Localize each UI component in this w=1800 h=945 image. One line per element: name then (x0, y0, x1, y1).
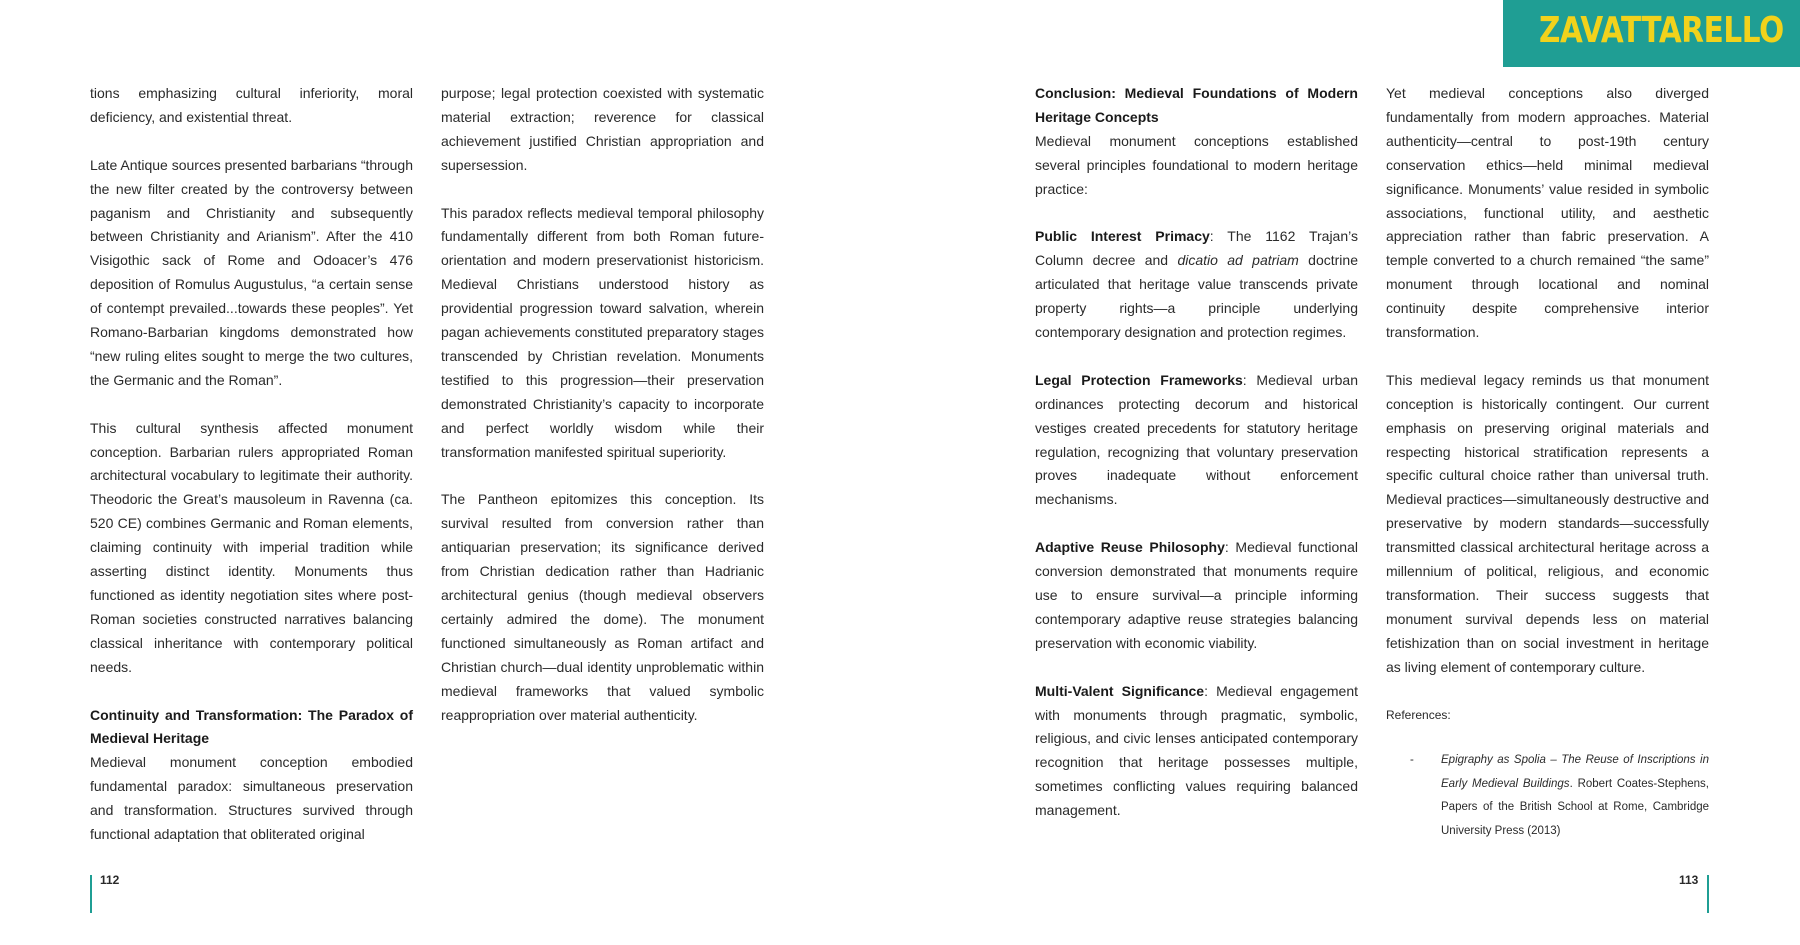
paragraph: Medieval monument conceptions established several principles foundational to modern heritage practice: (1035, 132, 1358, 197)
principle-label: Public Interest Primacy (1035, 228, 1210, 245)
brand-title: ZAVATTARELLO (1539, 10, 1784, 51)
right-page-number: 113 (1679, 873, 1699, 887)
paragraph: tions emphasizing cultural inferiority, moral deficiency, and existential threat. (90, 85, 413, 125)
paragraph: Late Antique sources presented barbarians “through the new filter created by the controversy between paganism and Christianity and subsequently between Christianity and Arianism”. After the 410 Visigothic sack of Rome and Odoacer’s 476 deposition of Romulus Augustulus, “a certain sense of contempt prevailed...towards these peoples”. Yet Romano-Barbarian kingdoms demonstrated how “new ruling elites sought to merge the two cultures, the Germanic and the Roman”. (90, 156, 413, 388)
reference-entry (1386, 749, 1709, 843)
bullet-icon: - (1410, 754, 1414, 767)
principle-text: : Medieval engagement with monuments through pragmatic, symbolic, religious, and civic lenses anticipated contemporary recognition that heritage possesses multiple, sometimes conflicting values requiring balanced management. (1035, 682, 1359, 819)
paragraph: This paradox reflects medieval temporal philosophy fundamentally different from both Roman future-orientation and modern preservationist historicism. Medieval Christians understood history as providential progression toward salvation, wherein pagan achievements constituted preparatory stages transcended by Christian revelation. Monuments testified to this progression—their preservation demonstrated Christianity’s capacity to incorporate and perfect worldly wisdom while their transformation manifested spiritual superiority. (441, 204, 764, 460)
paragraph: purpose; legal protection coexisted with systematic material extraction; reverence for classical achievement justified Christian appropriation and supersession. (441, 85, 764, 173)
left-page-number-rule (90, 875, 92, 913)
right-page-column-1 (1035, 82, 1358, 847)
section-heading-container (90, 704, 413, 752)
latin-term: dicatio ad patriam (1177, 252, 1299, 269)
principle-label: Adaptive Reuse Philosophy (1035, 539, 1225, 556)
principle-legal-protection (1035, 369, 1358, 512)
paragraph: Yet medieval conceptions also diverged fundamentally from modern approaches. Material authenticity—central to post-19th century conservation ethics—held minimal medieval significance. Monuments’ value resided in symbolic associations, functional utility, and aesthetic appreciation rather than fabric preservation. A temple converted to a church remained “the same” monument through locational and nominal continuity despite comprehensive interior transformation. (1386, 85, 1709, 341)
principle-label: Multi-Valent Significance (1035, 682, 1205, 699)
left-page-column-1 (90, 82, 413, 871)
principle-multi-valent (1035, 680, 1358, 823)
right-page-column-2 (1386, 82, 1709, 867)
right-page-number-rule (1707, 875, 1709, 913)
references-label: References: (1386, 707, 1451, 722)
paragraph: Medieval monument conception embodied fundamental paradox: simultaneous preservation and transformation. Structures survived through functional adaptation that obliterated original (90, 754, 413, 843)
conclusion-heading-container (1035, 82, 1358, 130)
principle-text: doctrine articulated that heritage value transcends private property rights—a principle underlying contemporary designation and protection regimes. (1035, 252, 1358, 341)
left-page-number: 112 (100, 873, 120, 887)
conclusion-heading: Conclusion: Medieval Foundations of Modern Heritage Concepts (1035, 85, 1358, 125)
principle-label: Legal Protection Frameworks (1035, 371, 1243, 388)
principle-public-interest (1035, 225, 1358, 345)
principle-text: : The 1162 Trajan’s Column decree and (1035, 228, 1358, 269)
principle-adaptive-reuse (1035, 536, 1358, 656)
reference-details: . Robert Coates-Stephens, Papers of the British School at Rome, Cambridge University Press (2013) (1441, 777, 1709, 837)
reference-title: Epigraphy as Spolia – The Reuse of Inscriptions in Early Medieval Buildings (1441, 754, 1709, 790)
principle-text: : Medieval urban ordinances protecting decorum and historical vestiges created precedents for statutory heritage regulation, recognizing that voluntary preservation proves inadequate without enforcement mechanisms. (1035, 371, 1358, 508)
principle-text: : Medieval functional conversion demonstrated that monuments require use to ensure survival—a principle informing contemporary adaptive reuse strategies balancing preservation with economic viability. (1035, 539, 1358, 651)
paragraph: The Pantheon epitomizes this conception. Its survival resulted from conversion rather than antiquarian preservation; its significance derived from Christian dedication rather than Hadrianic architectural genius (though medieval observers certainly admired the dome). The monument functioned simultaneously as Roman artifact and Christian church—dual identity unproblematic within medieval frameworks that valued symbolic reappropriation over material authenticity. (441, 491, 764, 723)
section-heading: Continuity and Transformation: The Paradox of Medieval Heritage (90, 706, 413, 747)
left-page-column-2 (441, 82, 764, 751)
paragraph: This cultural synthesis affected monument conception. Barbarian rulers appropriated Roman architectural vocabulary to legitimate their authority. Theodoric the Great’s mausoleum in Ravenna (ca. 520 CE) combines Germanic and Roman elements, claiming continuity with imperial tradition while asserting distinct identity. Monuments thus functioned as identity negotiation sites where post-Roman societies constructed narratives balancing classical inheritance with contemporary political needs. (90, 419, 413, 675)
brand-banner (1503, 0, 1800, 67)
paragraph: This medieval legacy reminds us that monument conception is historically contingent. Our current emphasis on preserving original materials and respecting historical stratification represents a specific cultural choice rather than universal truth. Medieval practices—simultaneously destructive and preservative by modern standards—successfully transmitted classical architectural heritage across a millennium of political, religious, and economic transformation. Their success suggests that monument survival depends less on material fetishization than on social investment in heritage as living element of contemporary culture. (1386, 371, 1709, 675)
